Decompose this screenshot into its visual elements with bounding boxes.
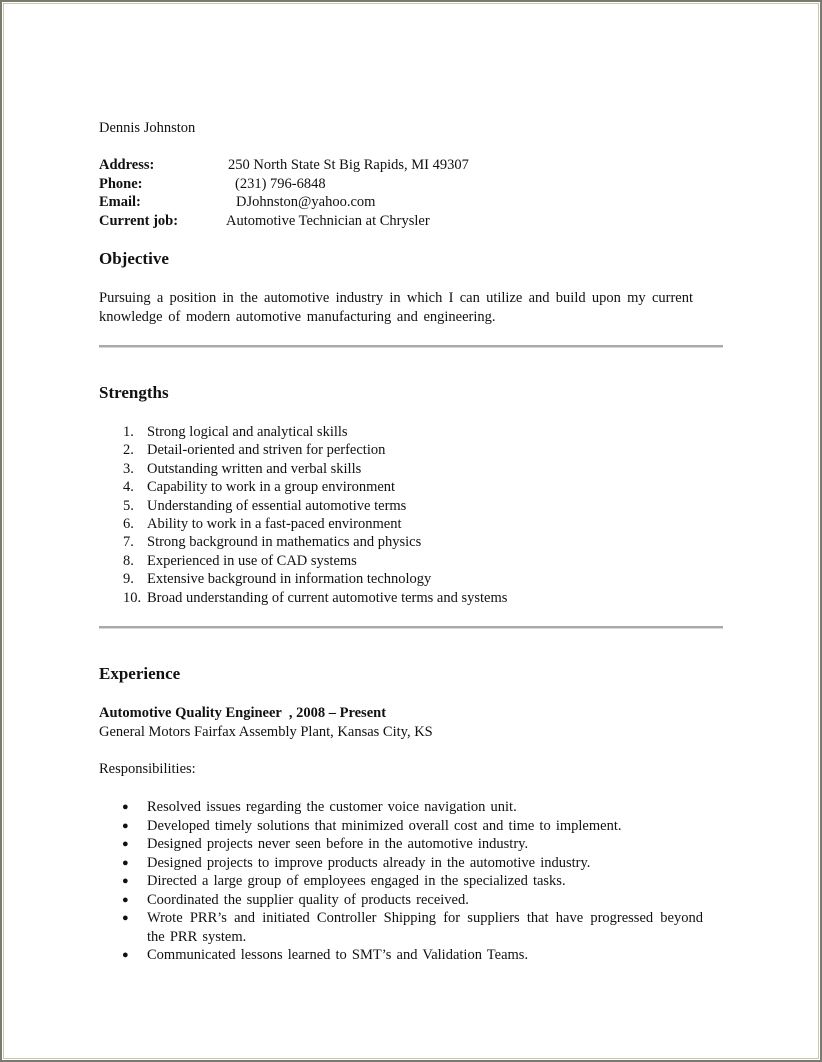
- responsibilities-list: [99, 798, 723, 965]
- responsibility-text: Coordinated the supplier quality of products received.: [147, 891, 469, 908]
- bullet-icon: ●: [122, 912, 129, 924]
- list-number: 2.: [123, 442, 134, 459]
- bullet-icon: ●: [122, 801, 129, 813]
- responsibility-item: [99, 798, 703, 817]
- list-number: 1.: [123, 424, 134, 440]
- responsibility-text: Communicated lessons learned to SMT’s and Validation Teams.: [147, 947, 529, 963]
- list-number: 10.: [123, 589, 142, 606]
- responsibility-text: Resolved issues regarding the customer voice navigation unit.: [147, 799, 517, 815]
- responsibility-text: Designed projects never seen before in the automotive industry.: [147, 836, 529, 852]
- contact-email-row: [99, 193, 723, 212]
- responsibility-text: Directed a large group of employees engaged in the specialized tasks.: [147, 873, 566, 889]
- current-job-label: Current job:: [99, 212, 179, 229]
- responsibility-text: Wrote PRR’s and initiated Controller Shipping for suppliers that have progressed beyond the PRR system.: [147, 910, 703, 945]
- bullet-icon: ●: [122, 819, 129, 832]
- address-label: Address:: [99, 157, 155, 173]
- contact-block: [99, 156, 723, 230]
- phone-label: Phone:: [99, 175, 143, 192]
- responsibility-item: [99, 835, 703, 854]
- responsibility-item: [99, 946, 703, 965]
- email-value: DJohnston@yahoo.com: [236, 194, 376, 210]
- strength-item: [99, 570, 723, 588]
- strength-text: Experienced in use of CAD systems: [147, 552, 357, 569]
- strength-item: [99, 515, 723, 533]
- strength-item: [99, 552, 723, 570]
- strength-text: Broad understanding of current automotive terms and systems: [147, 589, 508, 606]
- section-divider: [99, 345, 723, 348]
- address-value: 250 North State St Big Rapids, MI 49307: [228, 157, 469, 173]
- contact-phone-row: [99, 175, 723, 194]
- responsibility-item: [99, 891, 703, 910]
- responsibilities-label: Responsibilities:: [99, 761, 196, 777]
- email-label: Email:: [99, 194, 141, 210]
- section-divider: [99, 626, 723, 629]
- responsibility-item: [99, 817, 703, 836]
- list-number: 6.: [123, 515, 134, 532]
- strength-text: Strong background in mathematics and physics: [147, 534, 422, 551]
- strength-item: [99, 423, 723, 441]
- list-number: 9.: [123, 571, 134, 588]
- responsibility-item: [99, 909, 703, 946]
- responsibility-text: Developed timely solutions that minimized overall cost and time to implement.: [147, 817, 622, 834]
- strength-text: Ability to work in a fast-paced environment: [147, 515, 402, 532]
- list-number: 4.: [123, 479, 134, 496]
- strength-text: Capability to work in a group environment: [147, 479, 396, 496]
- strength-text: Extensive background in information technology: [147, 571, 432, 588]
- strength-item: [99, 460, 723, 478]
- bullet-icon: ●: [122, 856, 129, 869]
- strength-item: [99, 497, 723, 515]
- list-number: 5.: [123, 497, 134, 514]
- strength-text: Strong logical and analytical skills: [147, 424, 348, 440]
- strength-item: [99, 589, 723, 607]
- list-number: 3.: [123, 460, 134, 477]
- objective-heading: Objective: [99, 249, 169, 268]
- job-company: General Motors Fairfax Assembly Plant, Kansas City, KS: [99, 724, 433, 740]
- bullet-icon: ●: [122, 838, 129, 850]
- strengths-heading: Strengths: [99, 383, 169, 402]
- responsibility-text: Designed projects to improve products already in the automotive industry.: [147, 854, 591, 871]
- phone-value: (231) 796-6848: [235, 175, 326, 192]
- strength-text: Outstanding written and verbal skills: [147, 460, 362, 477]
- strengths-list: [99, 423, 723, 607]
- bullet-icon: ●: [122, 893, 129, 906]
- experience-heading: Experience: [99, 664, 181, 683]
- strength-item: [99, 441, 723, 459]
- bullet-icon: ●: [122, 949, 129, 961]
- current-job-value: Automotive Technician at Chrysler: [226, 212, 430, 229]
- objective-text: Pursuing a position in the automotive industry in which I can utilize and build upon my current knowledge of modern automotive manufacturing and engineering.: [99, 290, 693, 325]
- job-title: Automotive Quality Engineer , 2008 – Present: [99, 705, 387, 721]
- strength-text: Understanding of essential automotive terms: [147, 497, 407, 514]
- contact-address-row: [99, 156, 723, 175]
- strength-item: [99, 533, 723, 551]
- responsibility-item: [99, 854, 703, 873]
- candidate-name: Dennis Johnston: [99, 120, 196, 136]
- strength-item: [99, 478, 723, 496]
- list-number: 8.: [123, 552, 134, 569]
- list-number: 7.: [123, 534, 134, 551]
- contact-current-job-row: [99, 212, 723, 231]
- strength-text: Detail-oriented and striven for perfection: [147, 442, 386, 459]
- responsibility-item: [99, 872, 703, 891]
- bullet-icon: ●: [122, 875, 129, 887]
